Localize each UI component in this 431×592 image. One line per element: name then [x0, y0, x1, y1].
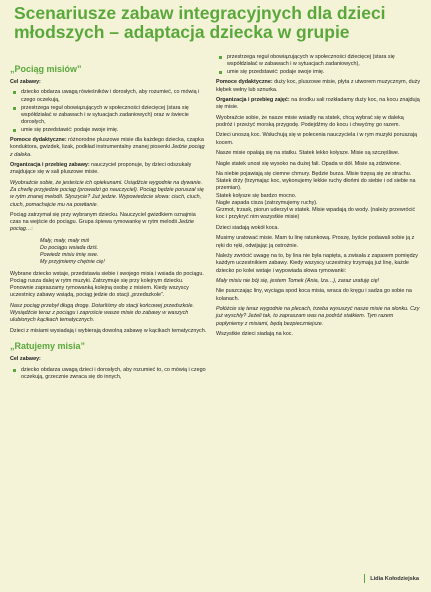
body-paragraph: Dzieci unoszą koc. Wsłuchują się w polecenia nauczyciela i w rym muzyki poruszają kocem. — [216, 132, 418, 146]
body-text: : — [31, 226, 33, 233]
body-paragraph: Grzmot, trzask, piorun uderzył w statek. Misie wpadają do wody. (należy przewrócić koc i przykryć nim wszystkie misie) — [216, 207, 416, 221]
song-title: Jedzie pociąg… — [10, 219, 194, 233]
body-paragraph: Nie puszczając liny, wyciąga spod koca misia, wraca do kręgu i sadza go sobie na kolanach. — [216, 288, 412, 302]
body-paragraph: Dzieci z misiami wysiadają i wybierają dowolną zabawę w kącikach tematycznych. — [10, 327, 207, 334]
body-paragraph: Dzieci siadają wokół koca. — [216, 224, 279, 231]
organization-label: Organizacja i przebieg zabawy: — [10, 162, 90, 169]
list-item: umie się przedstawić: podaje swoje imię. — [10, 127, 207, 134]
organization-label: Organizacja i przebieg zajęć: — [216, 97, 290, 104]
materials-paragraph — [216, 79, 421, 94]
body-paragraph: Wybrane dziecko wstaje, przedstawia siebie i swojego misia i wsiada do pociągu. Pociąg rusza dalej w rytm muzyki. Zatrzymuje się przy kolejnym dziecku. Ponownie zapraszamy rymowanką kolejną osobę z misiem. Kiedy wszyscy uczestnicy zabawy wsiądą, pociąg jedzie do stacji „przedszkole”. — [10, 270, 204, 299]
goal-list — [10, 367, 207, 382]
left-column — [10, 58, 207, 384]
body-paragraph: Nasze misie opalają się na statku. Statek lekko kołysze. Misie są szczęśliwe. — [216, 150, 400, 157]
rhyme-line: Mały, mały, mały miś — [40, 237, 90, 244]
goal-label: Cel zabawy: — [10, 79, 41, 85]
rhyme-line: Do pociągu wsiada dziś. — [40, 244, 99, 251]
section-heading-ratujemy: „Ratujemy misia” — [10, 341, 86, 352]
list-item: przestrzega reguł obowiązujących w społeczności dziecięcej (stara się współdziałać w zabawach i w sytuacjach zadaniowych) oraz w świecie dorosłych, — [10, 105, 207, 127]
materials-end: . — [30, 151, 32, 158]
list-item: umie się przedstawić: podaje swoje imię. — [216, 69, 421, 76]
rhyme-line: My przyjmiemy chętnie cię! — [40, 259, 105, 266]
list-item: dziecko obdarza uwagą dzieci i dorosłych, aby rozumieć to, co mówią i czego oczekują, grzecznie zwraca się do innych, — [10, 367, 207, 382]
author-name: Lidia Kołodziejska — [370, 575, 419, 582]
materials-text: duży koc, pluszowe misie, płyta z utworem muzycznym, duży kłębek wełny lub sznurka. — [216, 79, 421, 93]
list-item: dziecko obdarza uwagą rówieśników i dorosłych, aby rozumieć, co mówią i czego oczekują, — [10, 89, 207, 104]
goal-list — [216, 54, 421, 76]
rhyme-line: Mały misiu nie bój się, jestem Tomek (Ania, Iza…), zaraz uratuję cię! — [216, 277, 380, 284]
organization-text: nauczyciel proponuje, by dzieci odszukały znajdujące się w sali pluszowe misie. — [10, 162, 192, 176]
materials-text: różnorodne pluszowe misie dla każdego dziecka, czapka konduktora, gwizdek, lizak, podkład instrumentalny znanej piosenki — [10, 137, 204, 151]
body-paragraph: Na niebie pojawiają się ciemne chmury. Będzie burza. Misie trzęsą się ze strachu. Statek drży (trzymając koc, wykonujemy lekkie ruchy dłońmi do siebie i od siebie na przemian). — [216, 170, 416, 192]
teacher-speech: Nasz pociąg przebył długą drogę. Dotarliśmy do stacji końcowej przedszkole. Wysiądźcie teraz z pociągu i zaproście wasze misie do zabawy w waszych ulubionych kącikach tematycznych. — [10, 302, 194, 324]
author-credit — [364, 574, 419, 583]
organization-text: na środku sali rozkładamy duży koc, na kocu znajdują się misie. — [216, 97, 420, 111]
body-paragraph: Wyobraźcie sobie, że nasze misie wsiadły na statek, chcą wybrać się w daleką podróż i przeżyć morską przygodę. Podejdźmy do kocu i chwyćmy go razem. — [216, 114, 404, 128]
goal-list — [10, 89, 207, 134]
materials-label: Pomoce dydaktyczne: — [216, 79, 273, 86]
teacher-speech: Połóżcie się teraz wygodnie na plecach, trzeba wysuszyć nasze misie na słonku. Czy już wyschły? Jeżeli tak, to zapraszam was na podróż statkiem. Tym razem popłyniemy z misiami, będą bezpieczniejsze. — [216, 306, 420, 327]
organization-paragraph — [10, 162, 207, 177]
list-item: przestrzega reguł obowiązujących w społeczności dziecięcej (stara się współdziałać w zabawach i w sytuacjach zadaniowych), — [216, 54, 421, 69]
song-title: Jedzie pociąg z daleka — [10, 144, 205, 158]
right-column — [216, 54, 421, 341]
section-heading-pociag: „Pociąg misiów” — [10, 64, 82, 74]
body-paragraph: Musimy uratować misie. Mam tu linę ratunkową. Proszę, byście podawali sobie ją z ręki do ręki, odwijając ją ostrożnie. — [216, 235, 415, 249]
body-paragraph: Nagle statek unosi się wysoko na dużej fali. Opada w dół. Misie są zdziwione. — [216, 160, 402, 167]
body-paragraph: Należy zwrócić uwagę na to, by lina nie była napięta, a zwisała z zapasem pomiędzy każdym uczestnikiem zabawy. Kiedy wszyscy uczestnicy trzymają już linę, każde dziecko po kolei wstaje i wypowiada słowa rymowanki: — [216, 253, 418, 274]
rhyme-line: Powiedz misiu imię swe. — [40, 252, 99, 259]
materials-label: Pomoce dydaktyczne: — [10, 137, 67, 144]
goal-label: Cel zabawy: — [10, 356, 41, 363]
teacher-speech: Wyobraźcie sobie, że jesteście ich opiekunami. Usiądźcie wygodnie na dywanie. Za chwilę przyjedzie pociąg (prowadzi go nauczyciel). Pociąg będzie poruszał się w rytm znanej melodii. Słyszycie? Już jedzie. Wypowiedzcie słowa: ciuch, ciuch, ciuch, pomachajcie mu na powitanie. — [10, 179, 204, 208]
body-paragraph: Nagle zapada cisza (zatrzymujemy ruchy). — [216, 199, 318, 206]
article-title: Scenariusze zabaw integracyjnych dla dzieci młodszych – adaptacja dziecka w grupie — [14, 3, 386, 42]
organization-paragraph — [216, 97, 421, 112]
body-text: Pociąg zatrzymał się przy wybranym dziecku. Nauczyciel gwizdkiem oznajmia czas na wejście do pociągu. Grupa śpiewa rymowankę w rytm melodii — [10, 211, 196, 226]
body-paragraph: Statek kołysze się bardzo mocno. — [216, 192, 297, 199]
body-paragraph: Wszystkie dzieci siadają na koc. — [216, 331, 293, 338]
body-paragraph — [10, 212, 207, 234]
materials-paragraph — [10, 137, 207, 159]
rhyme — [40, 238, 207, 267]
author-divider — [364, 574, 366, 583]
